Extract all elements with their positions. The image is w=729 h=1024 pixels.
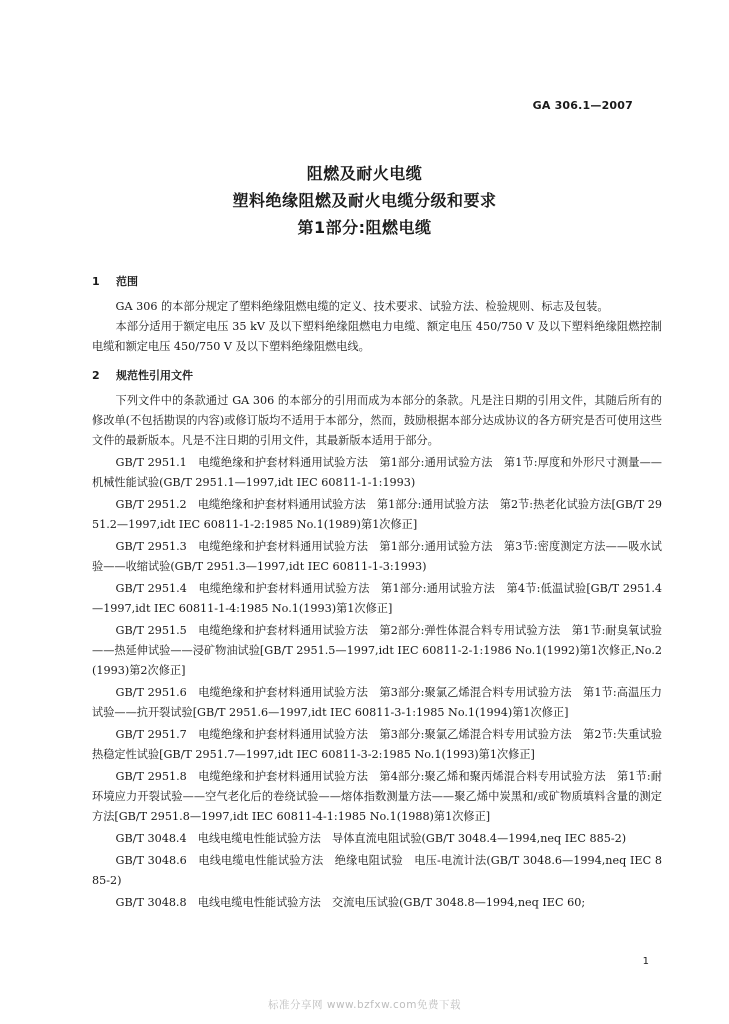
paragraph: 本部分适用于额定电压 35 kV 及以下塑料绝缘阻燃电力电缆、额定电压 450/750 V 及以下塑料绝缘阻燃控制电缆和额定电压 450/750 V 及以下塑料绝缘阻燃电线。 (92, 320, 662, 353)
title-line-3: 第1部分:阻燃电缆 (297, 218, 432, 237)
section-title: 规范性引用文件 (116, 369, 193, 382)
watermark-footer[interactable]: 标准分享网 www.bzfxw.com免费下载 (268, 999, 461, 1011)
reference-item: GB/T 2951.1 电缆绝缘和护套材料通用试验方法 第1部分:通用试验方法 第1节:厚度和外形尺寸测量——机械性能试验(GB/T 2951.1—1997,idt IEC 60811-1-1:1993) (92, 456, 662, 489)
standard-code: GA 306.1—2007 (532, 99, 633, 112)
reference-item: GB/T 2951.3 电缆绝缘和护套材料通用试验方法 第1部分:通用试验方法 第3节:密度测定方法——吸水试验——收缩试验(GB/T 2951.3—1997,idt IEC 60811-1-3:1993) (92, 540, 662, 573)
section-heading-scope (92, 272, 662, 292)
section-number: 2 (92, 369, 100, 382)
page-number: 1 (642, 956, 649, 967)
reference-item: GB/T 3048.8 电线电缆电性能试验方法 交流电压试验(GB/T 3048.8—1994,neq IEC 60; (115, 896, 586, 909)
reference-item: GB/T 2951.8 电缆绝缘和护套材料通用试验方法 第4部分:聚乙烯和聚丙烯混合料专用试验方法 第1节:耐环境应力开裂试验——空气老化后的卷绕试验——熔体指数测量方法——聚乙烯中炭黑和/或矿物质填料含量的测定方法[GB/T 2951.8—1997,idt IEC 60811-4-1:1985 No.1(1988)第1次修正] (92, 770, 662, 823)
reference-item: GB/T 2951.7 电缆绝缘和护套材料通用试验方法 第3部分:聚氯乙烯混合料专用试验方法 第2节:失重试验 热稳定性试验[GB/T 2951.7—1997,idt IEC 60811-3-2:1985 No.1(1993)第1次修正] (92, 728, 674, 761)
reference-item: GB/T 2951.4 电缆绝缘和护套材料通用试验方法 第1部分:通用试验方法 第4节:低温试验[GB/T 2951.4—1997,idt IEC 60811-1-4:1985 No.1(1993)第1次修正] (92, 582, 662, 615)
reference-list (92, 453, 674, 913)
reference-item: GB/T 3048.4 电线电缆电性能试验方法 导体直流电阻试验(GB/T 3048.4—1994,neq IEC 885-2) (115, 832, 627, 845)
reference-item: GB/T 3048.6 电线电缆电性能试验方法 绝缘电阻试验 电压-电流计法(GB/T 3048.6—1994,neq IEC 885-2) (92, 854, 662, 887)
document-body (92, 272, 674, 915)
paragraph: 下列文件中的条款通过 GA 306 的本部分的引用而成为本部分的条款。凡是注日期的引用文件，其随后所有的修改单(不包括勘误的内容)或修订版均不适用于本部分，然而，鼓励根据本部分达成协议的各方研究是否可使用这些文件的最新版本。凡是不注日期的引用文件，其最新版本适用于部分。 (92, 394, 662, 447)
title-line-1: 阻燃及耐火电缆 (306, 164, 423, 183)
reference-item: GB/T 2951.2 电缆绝缘和护套材料通用试验方法 第1部分:通用试验方法 第2节:热老化试验方法[GB/T 2951.2—1997,idt IEC 60811-1-2:1985 No.1(1989)第1次修正] (92, 498, 662, 531)
title-line-2: 塑料绝缘阻燃及耐火电缆分级和要求 (232, 191, 497, 210)
section-title: 范围 (116, 275, 138, 288)
document-title (0, 160, 729, 241)
reference-item: GB/T 2951.5 电缆绝缘和护套材料通用试验方法 第2部分:弹性体混合料专用试验方法 第1节:耐臭氧试验——热延伸试验——浸矿物油试验[GB/T 2951.5—1997,idt IEC 60811-2-1:1986 No.1(1992)第1次修正,No.2(1993)第2次修正] (92, 624, 662, 677)
section-number: 1 (92, 275, 100, 288)
paragraph: GA 306 的本部分规定了塑料绝缘阻燃电缆的定义、技术要求、试验方法、检验规则、标志及包装。 (115, 300, 609, 313)
section-heading-normative-references (92, 366, 662, 386)
reference-item: GB/T 2951.6 电缆绝缘和护套材料通用试验方法 第3部分:聚氯乙烯混合料专用试验方法 第1节:高温压力试验——抗开裂试验[GB/T 2951.6—1997,idt IEC 60811-3-1:1985 No.1(1994)第1次修正] (92, 686, 662, 719)
